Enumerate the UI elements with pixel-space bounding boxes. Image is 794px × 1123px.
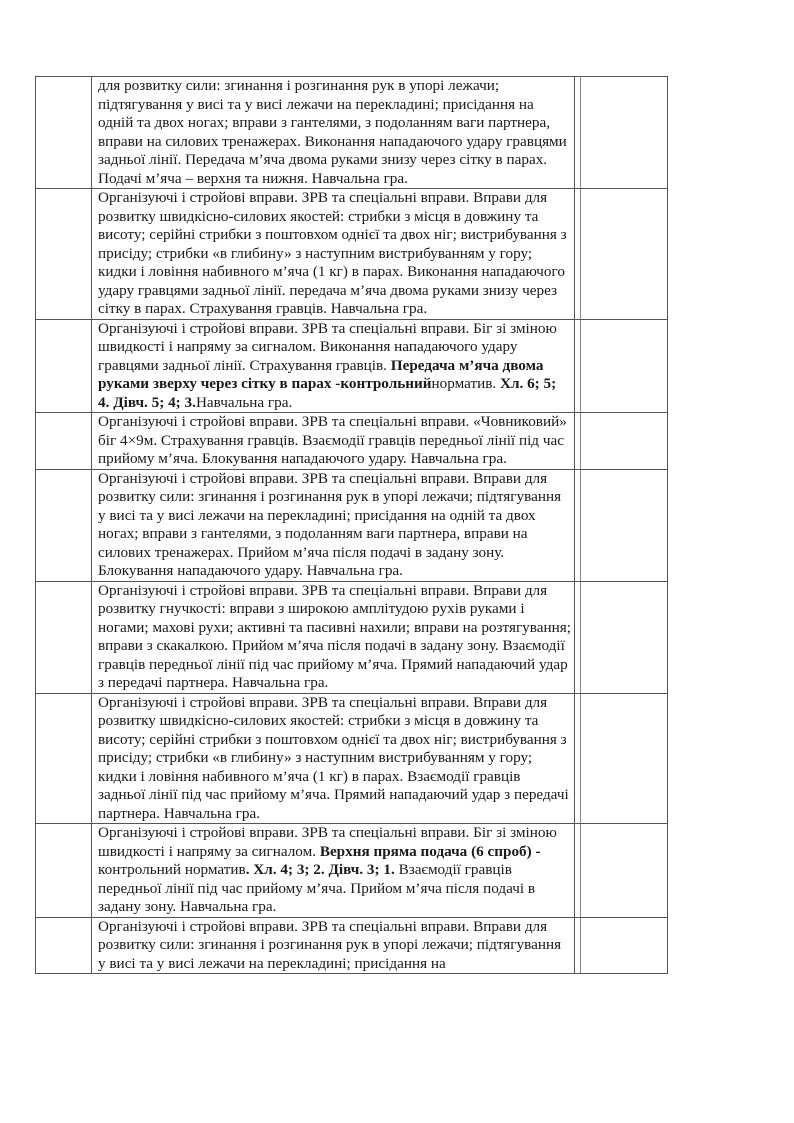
- lesson-number-cell: [36, 413, 92, 470]
- lesson-number-cell: [36, 469, 92, 581]
- text-segment: Організуючі і стройові вправи. ЗРВ та спеціальні вправи. Біг зі зміною швидкості і напряму за сигналом. Виконання нападаючого удару гравцями задньої лінії. Страхування гравців.: [98, 319, 557, 374]
- note-cell: [581, 824, 668, 918]
- text-segment: Організуючі і стройові вправи. ЗРВ та спеціальні вправи. «Човниковий» біг 4×9м. Страхування гравців. Взаємодії гравців передньої лінії під час прийому м’яча. Блокування нападаючого удару. Навчальна гра.: [98, 413, 567, 467]
- text-segment: Організуючі і стройові вправи. ЗРВ та спеціальні вправи. Вправи для розвитку швидкісно-силових якостей: стрибки з місця в довжину та висоту; серійні стрибки з поштовхом однієї та двох ніг; вистрибування з присіду; стрибки «в глибину» з наступним вистрибуванням у гору; кидки і ловіння набивного м’яча (1 кг) в парах. Взаємодії гравців задньої лінії під час прийому м’яча. Прямий нападаючий удар з передачі партнера. Навчальна гра.: [98, 693, 569, 822]
- bold-text-segment: Хл. 6; 5; 4. Дівч. 5; 4; 3.: [98, 375, 557, 411]
- bold-text-segment: Передача м’яча двома руками зверху через сітку в парах -контрольний: [98, 356, 544, 392]
- note-cell: [581, 319, 668, 413]
- lesson-number-cell: [36, 77, 92, 189]
- lesson-number-cell: [36, 581, 92, 693]
- text-segment: норматив.: [431, 375, 500, 392]
- text-segment: Організуючі і стройові вправи. ЗРВ та спеціальні вправи. Вправи для розвитку гнучкості: вправи з широкою амплітудою рухів руками і ногами; махові рухи; активні та пасивні нахили; вправи на розтягування; вправи з скакалкою. Прийом м’яча після подачі в задану зону. Взаємодії гравців передньої лінії під час прийому м’яча. Прямий нападаючий удар з передачі партнера. Навчальна гра.: [98, 581, 571, 691]
- lesson-content-cell: [92, 319, 575, 413]
- table-row: [36, 581, 668, 693]
- text-segment: Організуючі і стройові вправи. ЗРВ та спеціальні вправи. Вправи для розвитку сили: згинання і розгинання рук в упорі лежачи; підтягування у висі та у висі лежачи на перекладині; присідання на одній та двох ногах; вправи з гантелями, з подоланням ваги партнера, вправи на силових тренажерах. Прийом м’яча після подачі в задану зону. Блокування нападаючого удару. Навчальна гра.: [98, 469, 562, 579]
- lesson-number-cell: [36, 824, 92, 918]
- table-row: [36, 189, 668, 320]
- bold-text-segment: Верхня пряма подача (6 спроб) -: [319, 842, 541, 860]
- lesson-content-cell: [92, 693, 575, 824]
- lesson-content-cell: [92, 413, 575, 470]
- lesson-content-cell: [92, 917, 575, 974]
- note-cell: [581, 77, 668, 189]
- text-segment: Навчальна гра.: [195, 393, 293, 411]
- lesson-plan-table: [35, 76, 668, 974]
- table-row: [36, 917, 668, 974]
- table-row: [36, 824, 668, 918]
- note-cell: [581, 693, 668, 824]
- lesson-number-cell: [36, 319, 92, 413]
- lesson-content-cell: [92, 581, 575, 693]
- text-segment: Взаємодії гравців передньої лінії під час прийому м’яча. Прийом м’яча після подачі в задану зону. Навчальна гра.: [98, 861, 536, 915]
- text-segment: контрольний норматив: [98, 861, 246, 878]
- table-row: [36, 413, 668, 470]
- lesson-plan-body: [36, 77, 668, 974]
- note-cell: [581, 189, 668, 320]
- text-segment: Організуючі і стройові вправи. ЗРВ та спеціальні вправи. Вправи для розвитку сили: згинання і розгинання рук в упорі лежачи; підтягування у висі та у висі лежачи на перекладині; присідання на: [98, 917, 562, 972]
- text-segment: для розвитку сили: згинання і розгинання рук в упорі лежачи; підтягування у висі та у висі лежачи на перекладині; присідання на одній та двох ногах; вправи з гантелями, з подоланням ваги партнера, вправи на силових тренажерах. Виконання нападаючого удару гравцями задньої лінії. Передача м’яча двома руками знизу через сітку в парах. Подачі м’яча – верхня та нижня. Навчальна гра.: [98, 77, 567, 187]
- lesson-content-cell: [92, 469, 575, 581]
- note-cell: [581, 469, 668, 581]
- note-cell: [581, 413, 668, 470]
- lesson-content-cell: [92, 77, 575, 189]
- lesson-content-cell: [92, 189, 575, 320]
- lesson-number-cell: [36, 693, 92, 824]
- table-row: [36, 319, 668, 413]
- table-row: [36, 693, 668, 824]
- table-row: [36, 469, 668, 581]
- lesson-number-cell: [36, 917, 92, 974]
- note-cell: [581, 917, 668, 974]
- text-segment: Організуючі і стройові вправи. ЗРВ та спеціальні вправи. Біг зі зміною швидкості і напряму за сигналом.: [98, 824, 557, 860]
- note-cell: [581, 581, 668, 693]
- lesson-number-cell: [36, 189, 92, 320]
- bold-text-segment: . Хл. 4; 3; 2. Дівч. 3; 1.: [245, 861, 395, 878]
- lesson-content-cell: [92, 824, 575, 918]
- text-segment: Організуючі і стройові вправи. ЗРВ та спеціальні вправи. Вправи для розвитку швидкісно-силових якостей: стрибки з місця в довжину та висоту; серійні стрибки з поштовхом однієї та двох ніг; вистрибування з присіду; стрибки «в глибину» з наступним вистрибуванням у гору; кидки і ловіння набивного м’яча (1 кг) в парах. Виконання нападаючого удару гравцями задньої лінії. передача м’яча двома руками знизу через сітку в парах. Страхування гравців. Навчальна гра.: [98, 189, 567, 317]
- table-row: [36, 77, 668, 189]
